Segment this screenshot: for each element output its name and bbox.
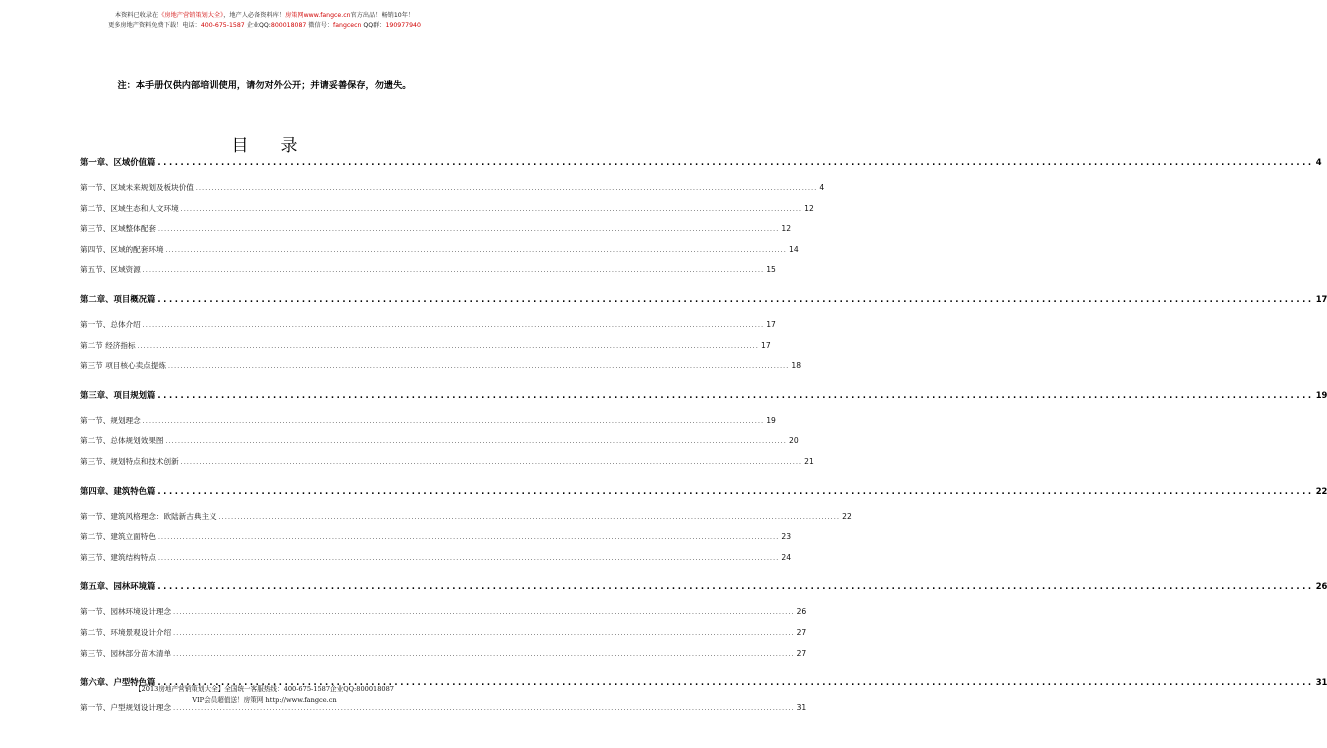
toc-page-number: 22 bbox=[1315, 485, 1327, 496]
toc-page-number: 17 bbox=[766, 320, 776, 329]
toc-section-entry[interactable] bbox=[80, 182, 825, 193]
toc-page-number: 26 bbox=[796, 607, 807, 617]
promo-text: 更多房地产资料免费下载！电话： bbox=[108, 22, 201, 29]
toc-entry-label: 第六章、户型特色篇 bbox=[80, 677, 156, 688]
wechat-label: 微信号： bbox=[308, 22, 334, 29]
footer-text: VIP会员超值送！房策网 bbox=[192, 696, 264, 704]
toc-leader-dots: ........................................................................................................................................................................................................ bbox=[218, 513, 841, 521]
toc-entry-label: 第五节、区域资源 bbox=[80, 265, 141, 275]
toc-entry-label: 第二节、环境景观设计介绍 bbox=[80, 628, 172, 637]
promo-header-line-1 bbox=[0, 11, 529, 21]
toc-leader-dots: ........................................................................................................................................................................................................ bbox=[173, 705, 795, 713]
toc-leader-dots: ........................................................................................................................................................................................................ bbox=[157, 677, 1314, 688]
confidential-notice: 注：本手册仅供内部培训使用，请勿对外公开；并请妥善保存，勿遗失。 bbox=[117, 80, 412, 91]
toc-entry-label: 第三节、区域整体配套 bbox=[80, 224, 156, 234]
toc-leader-dots: ........................................................................................................................................................................................................ bbox=[165, 246, 787, 254]
toc-entry-label: 第一节、总体介绍 bbox=[80, 320, 141, 329]
toc-entry-label: 第三章、项目规划篇 bbox=[80, 389, 156, 400]
promo-text: 官方出品！畅销10年！ bbox=[350, 12, 415, 19]
toc-section-entry[interactable] bbox=[80, 456, 814, 467]
toc-section-entry[interactable] bbox=[80, 648, 807, 659]
wechat-id: fangcecn bbox=[333, 22, 362, 29]
toc-leader-dots: ........................................................................................................................................................................................................ bbox=[167, 363, 790, 371]
toc-page-number: 19 bbox=[766, 415, 776, 425]
toc-leader-dots: ........................................................................................................................................................................................................ bbox=[165, 438, 787, 446]
toc-leader-dots: ........................................................................................................................................................................................................ bbox=[137, 342, 760, 350]
toc-entry-label: 第一节、户型规划设计理念 bbox=[80, 703, 172, 713]
toc-page-number: 21 bbox=[804, 457, 814, 466]
footer-line-2 bbox=[0, 695, 529, 706]
toc-page-number: 20 bbox=[788, 436, 799, 446]
toc-chapter-entry[interactable] bbox=[80, 389, 1327, 401]
toc-entry-label: 第二节、区域生态和人文环境 bbox=[80, 203, 179, 213]
toc-leader-dots: ........................................................................................................................................................................................................ bbox=[180, 459, 803, 466]
toc-page-number: 17 bbox=[761, 340, 771, 350]
toc-leader-dots: ........................................................................................................................................................................................................ bbox=[142, 322, 765, 329]
toc-entry-label: 第二节 经济指标 bbox=[80, 340, 136, 350]
toc-leader-dots: ........................................................................................................................................................................................................ bbox=[157, 581, 1314, 592]
toc-entry-label: 第五章、园林环境篇 bbox=[80, 581, 156, 592]
toc-entry-label: 第四节、区域的配套环境 bbox=[80, 244, 164, 254]
toc-page-number: 14 bbox=[788, 244, 799, 254]
toc-page-number: 23 bbox=[781, 532, 792, 542]
toc-section-entry[interactable] bbox=[80, 552, 792, 563]
toc-section-entry[interactable] bbox=[80, 511, 852, 522]
toc-section-entry[interactable] bbox=[80, 531, 792, 542]
toc-entry-label: 第二章、项目概况篇 bbox=[80, 294, 156, 304]
toc-entry-label: 第二节、总体规划效果图 bbox=[80, 436, 164, 446]
toc-entry-label: 第一节、园林环境设计理念 bbox=[80, 607, 172, 617]
toc-entry-label: 第一节、建筑风格理念：欧陆新古典主义 bbox=[80, 511, 217, 521]
toc-page-number: 18 bbox=[791, 361, 802, 371]
toc-leader-dots: ........................................................................................................................................................................................................ bbox=[157, 534, 780, 542]
toc-page-number: 17 bbox=[1315, 294, 1327, 304]
toc-entry-label: 第四章、建筑特色篇 bbox=[80, 485, 156, 496]
toc-entry-label: 第一章、区域价值篇 bbox=[80, 157, 156, 167]
toc-page-number: 26 bbox=[1315, 581, 1327, 592]
toc-leader-dots: ........................................................................................................................................................................................................ bbox=[142, 267, 765, 275]
toc-entry-label: 第三节、建筑结构特点 bbox=[80, 552, 156, 562]
toc-leader-dots: ........................................................................................................................................................................................................ bbox=[180, 205, 803, 213]
qq-group-label: QQ群： bbox=[363, 22, 386, 29]
toc-page-number: 15 bbox=[766, 265, 776, 275]
qq-number: 800018087 bbox=[270, 22, 307, 29]
toc-entry-label: 第三节、园林部分苗木清单 bbox=[80, 648, 172, 658]
toc-chapter-entry[interactable] bbox=[80, 485, 1327, 497]
toc-section-entry[interactable] bbox=[80, 264, 776, 275]
toc-section-entry[interactable] bbox=[80, 340, 771, 351]
toc-page-number: 4 bbox=[819, 183, 825, 192]
toc-section-entry[interactable] bbox=[80, 627, 807, 638]
toc-page-number: 31 bbox=[1315, 677, 1327, 688]
toc-leader-dots: ........................................................................................................................................................................................................ bbox=[157, 294, 1314, 304]
toc-leader-dots: ........................................................................................................................................................................................................ bbox=[157, 389, 1314, 400]
toc-page-number: 27 bbox=[796, 628, 807, 637]
toc-page-number: 19 bbox=[1315, 389, 1327, 400]
promo-header bbox=[0, 11, 529, 31]
toc-section-entry[interactable] bbox=[80, 203, 814, 214]
toc-leader-dots: ........................................................................................................................................................................................................ bbox=[173, 650, 795, 658]
toc-leader-dots: ........................................................................................................................................................................................................ bbox=[195, 185, 818, 192]
toc-leader-dots: ........................................................................................................................................................................................................ bbox=[142, 417, 765, 425]
toc-leader-dots: ........................................................................................................................................................................................................ bbox=[173, 609, 795, 617]
toc-entry-label: 第一节、区域未来规划及板块价值 bbox=[80, 183, 194, 192]
toc-leader-dots: ........................................................................................................................................................................................................ bbox=[157, 226, 780, 234]
toc-entry-label: 第二节、建筑立面特色 bbox=[80, 532, 156, 542]
toc-entry-label: 第三节 项目核心卖点提炼 bbox=[80, 361, 166, 371]
toc-section-entry[interactable] bbox=[80, 606, 807, 617]
phone-number: 400-675-1587 bbox=[200, 22, 245, 29]
toc-entry-label: 第三节、规划特点和技术创新 bbox=[80, 457, 179, 466]
toc-leader-dots: ........................................................................................................................................................................................................ bbox=[157, 157, 1314, 167]
toc-leader-dots: ........................................................................................................................................................................................................ bbox=[157, 554, 780, 562]
toc-chapter-entry[interactable] bbox=[80, 580, 1327, 592]
footer-line-1: 【2013房地产营销策划大全】全国统一客服热线：400-675-1587企业QQ:800018087 bbox=[134, 685, 395, 693]
footer-url-link[interactable]: http://www.fangce.cn bbox=[265, 696, 337, 704]
promo-text: 本资料已收录在 bbox=[114, 12, 159, 19]
toc-chapter-entry[interactable] bbox=[80, 293, 1327, 305]
promo-brand-link[interactable]: 《房地产营销策划大全》 bbox=[158, 12, 224, 19]
toc-section-entry[interactable] bbox=[80, 244, 799, 255]
toc-entry-label: 第一节、规划理念 bbox=[80, 415, 141, 425]
toc-page-number: 27 bbox=[796, 648, 807, 658]
toc-page-number: 22 bbox=[842, 511, 852, 521]
toc-page-number: 12 bbox=[804, 203, 814, 213]
toc-section-entry[interactable] bbox=[80, 435, 799, 446]
toc-title: 目录 bbox=[231, 136, 330, 156]
toc-section-entry[interactable] bbox=[80, 319, 776, 330]
toc-page-number: 31 bbox=[796, 703, 807, 713]
promo-site-link[interactable]: 房策网www.fangce.cn bbox=[285, 12, 351, 19]
qq-label: 企业QQ: bbox=[246, 22, 271, 29]
toc-section-entry[interactable] bbox=[80, 360, 802, 371]
promo-header-line-2 bbox=[0, 21, 529, 31]
promo-text: ，地产人必备资料库！ bbox=[223, 12, 286, 19]
footer bbox=[0, 684, 529, 706]
toc-leader-dots: ........................................................................................................................................................................................................ bbox=[173, 630, 795, 637]
toc-section-entry[interactable] bbox=[80, 415, 776, 426]
toc-page-number: 12 bbox=[781, 224, 792, 234]
toc-page-number: 24 bbox=[781, 552, 792, 562]
toc-section-entry[interactable] bbox=[80, 223, 792, 234]
toc-chapter-entry[interactable] bbox=[80, 156, 1322, 168]
toc-leader-dots: ........................................................................................................................................................................................................ bbox=[157, 485, 1314, 496]
toc-page-number: 4 bbox=[1315, 157, 1322, 167]
qq-group-number: 190977940 bbox=[385, 22, 421, 29]
